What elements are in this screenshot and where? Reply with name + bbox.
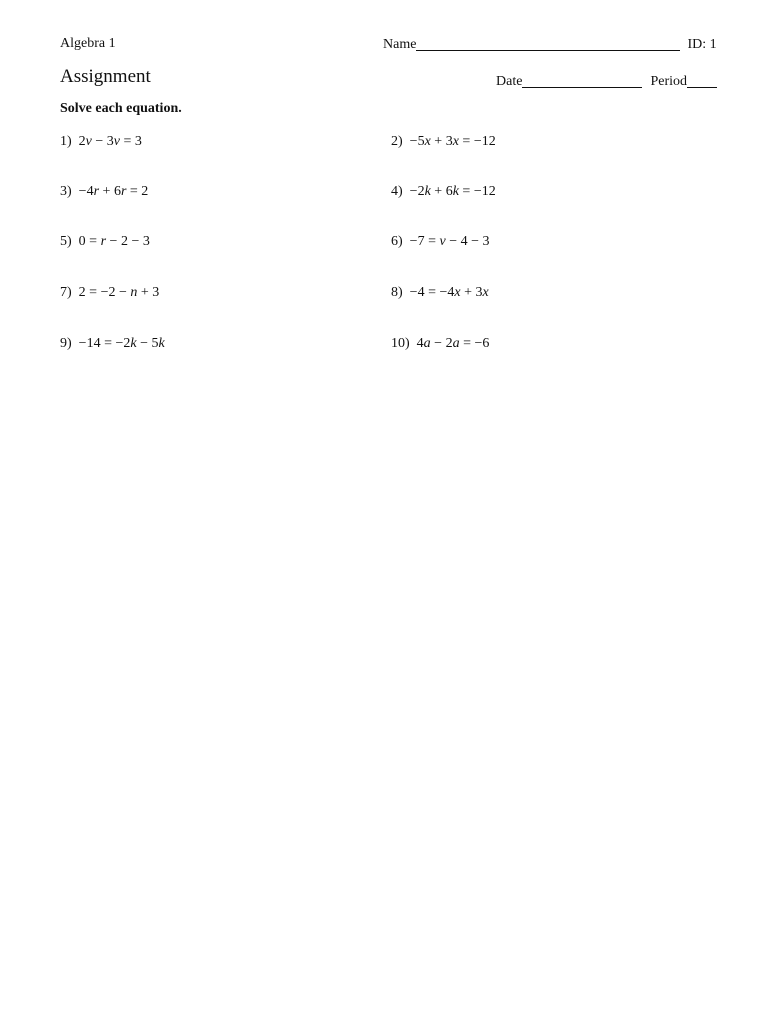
- problem-number: 4): [391, 184, 403, 199]
- problem-equation: 2v − 3v = 3: [78, 134, 142, 149]
- date-label: Date: [496, 74, 523, 89]
- instructions: Solve each equation.: [60, 101, 182, 116]
- problem-item: [391, 285, 489, 301]
- problem-number: 7): [60, 285, 72, 300]
- date-blank-line[interactable]: [522, 73, 642, 88]
- name-blank-line[interactable]: [416, 36, 680, 51]
- problem-equation: −14 = −2k − 5k: [78, 336, 165, 351]
- problem-number: 5): [60, 234, 72, 249]
- id-label: ID: 1: [687, 37, 717, 52]
- problem-number: 8): [391, 285, 403, 300]
- problem-equation: −4r + 6r = 2: [78, 184, 149, 199]
- problem-item: [60, 134, 142, 150]
- name-label: Name: [383, 37, 417, 52]
- problem-equation: 2 = −2 − n + 3: [78, 285, 160, 300]
- date-period-row: [496, 73, 717, 90]
- problem-number: 1): [60, 134, 72, 149]
- problem-number: 6): [391, 234, 403, 249]
- problem-number: 9): [60, 336, 72, 351]
- problem-item: [60, 336, 165, 352]
- problem-number: 2): [391, 134, 403, 149]
- problem-item: [391, 134, 496, 150]
- problem-equation: 4a − 2a = −6: [416, 336, 490, 351]
- name-field-row: [383, 36, 717, 53]
- period-blank-line[interactable]: [687, 73, 717, 88]
- problem-number: 3): [60, 184, 72, 199]
- period-label: Period: [650, 74, 687, 89]
- problem-item: [391, 336, 489, 352]
- problem-item: [391, 234, 490, 250]
- problem-item: [60, 184, 148, 200]
- problem-number: 10): [391, 336, 410, 351]
- problem-item: [60, 234, 150, 250]
- problem-equation: −7 = v − 4 − 3: [409, 234, 490, 249]
- problem-equation: −5x + 3x = −12: [409, 134, 496, 149]
- problem-equation: −2k + 6k = −12: [409, 184, 496, 199]
- problem-equation: 0 = r − 2 − 3: [78, 234, 150, 249]
- problem-item: [60, 285, 159, 301]
- problem-item: [391, 184, 496, 200]
- course-name: Algebra 1: [60, 36, 116, 51]
- problem-equation: −4 = −4x + 3x: [409, 285, 489, 300]
- assignment-title: Assignment: [60, 66, 151, 87]
